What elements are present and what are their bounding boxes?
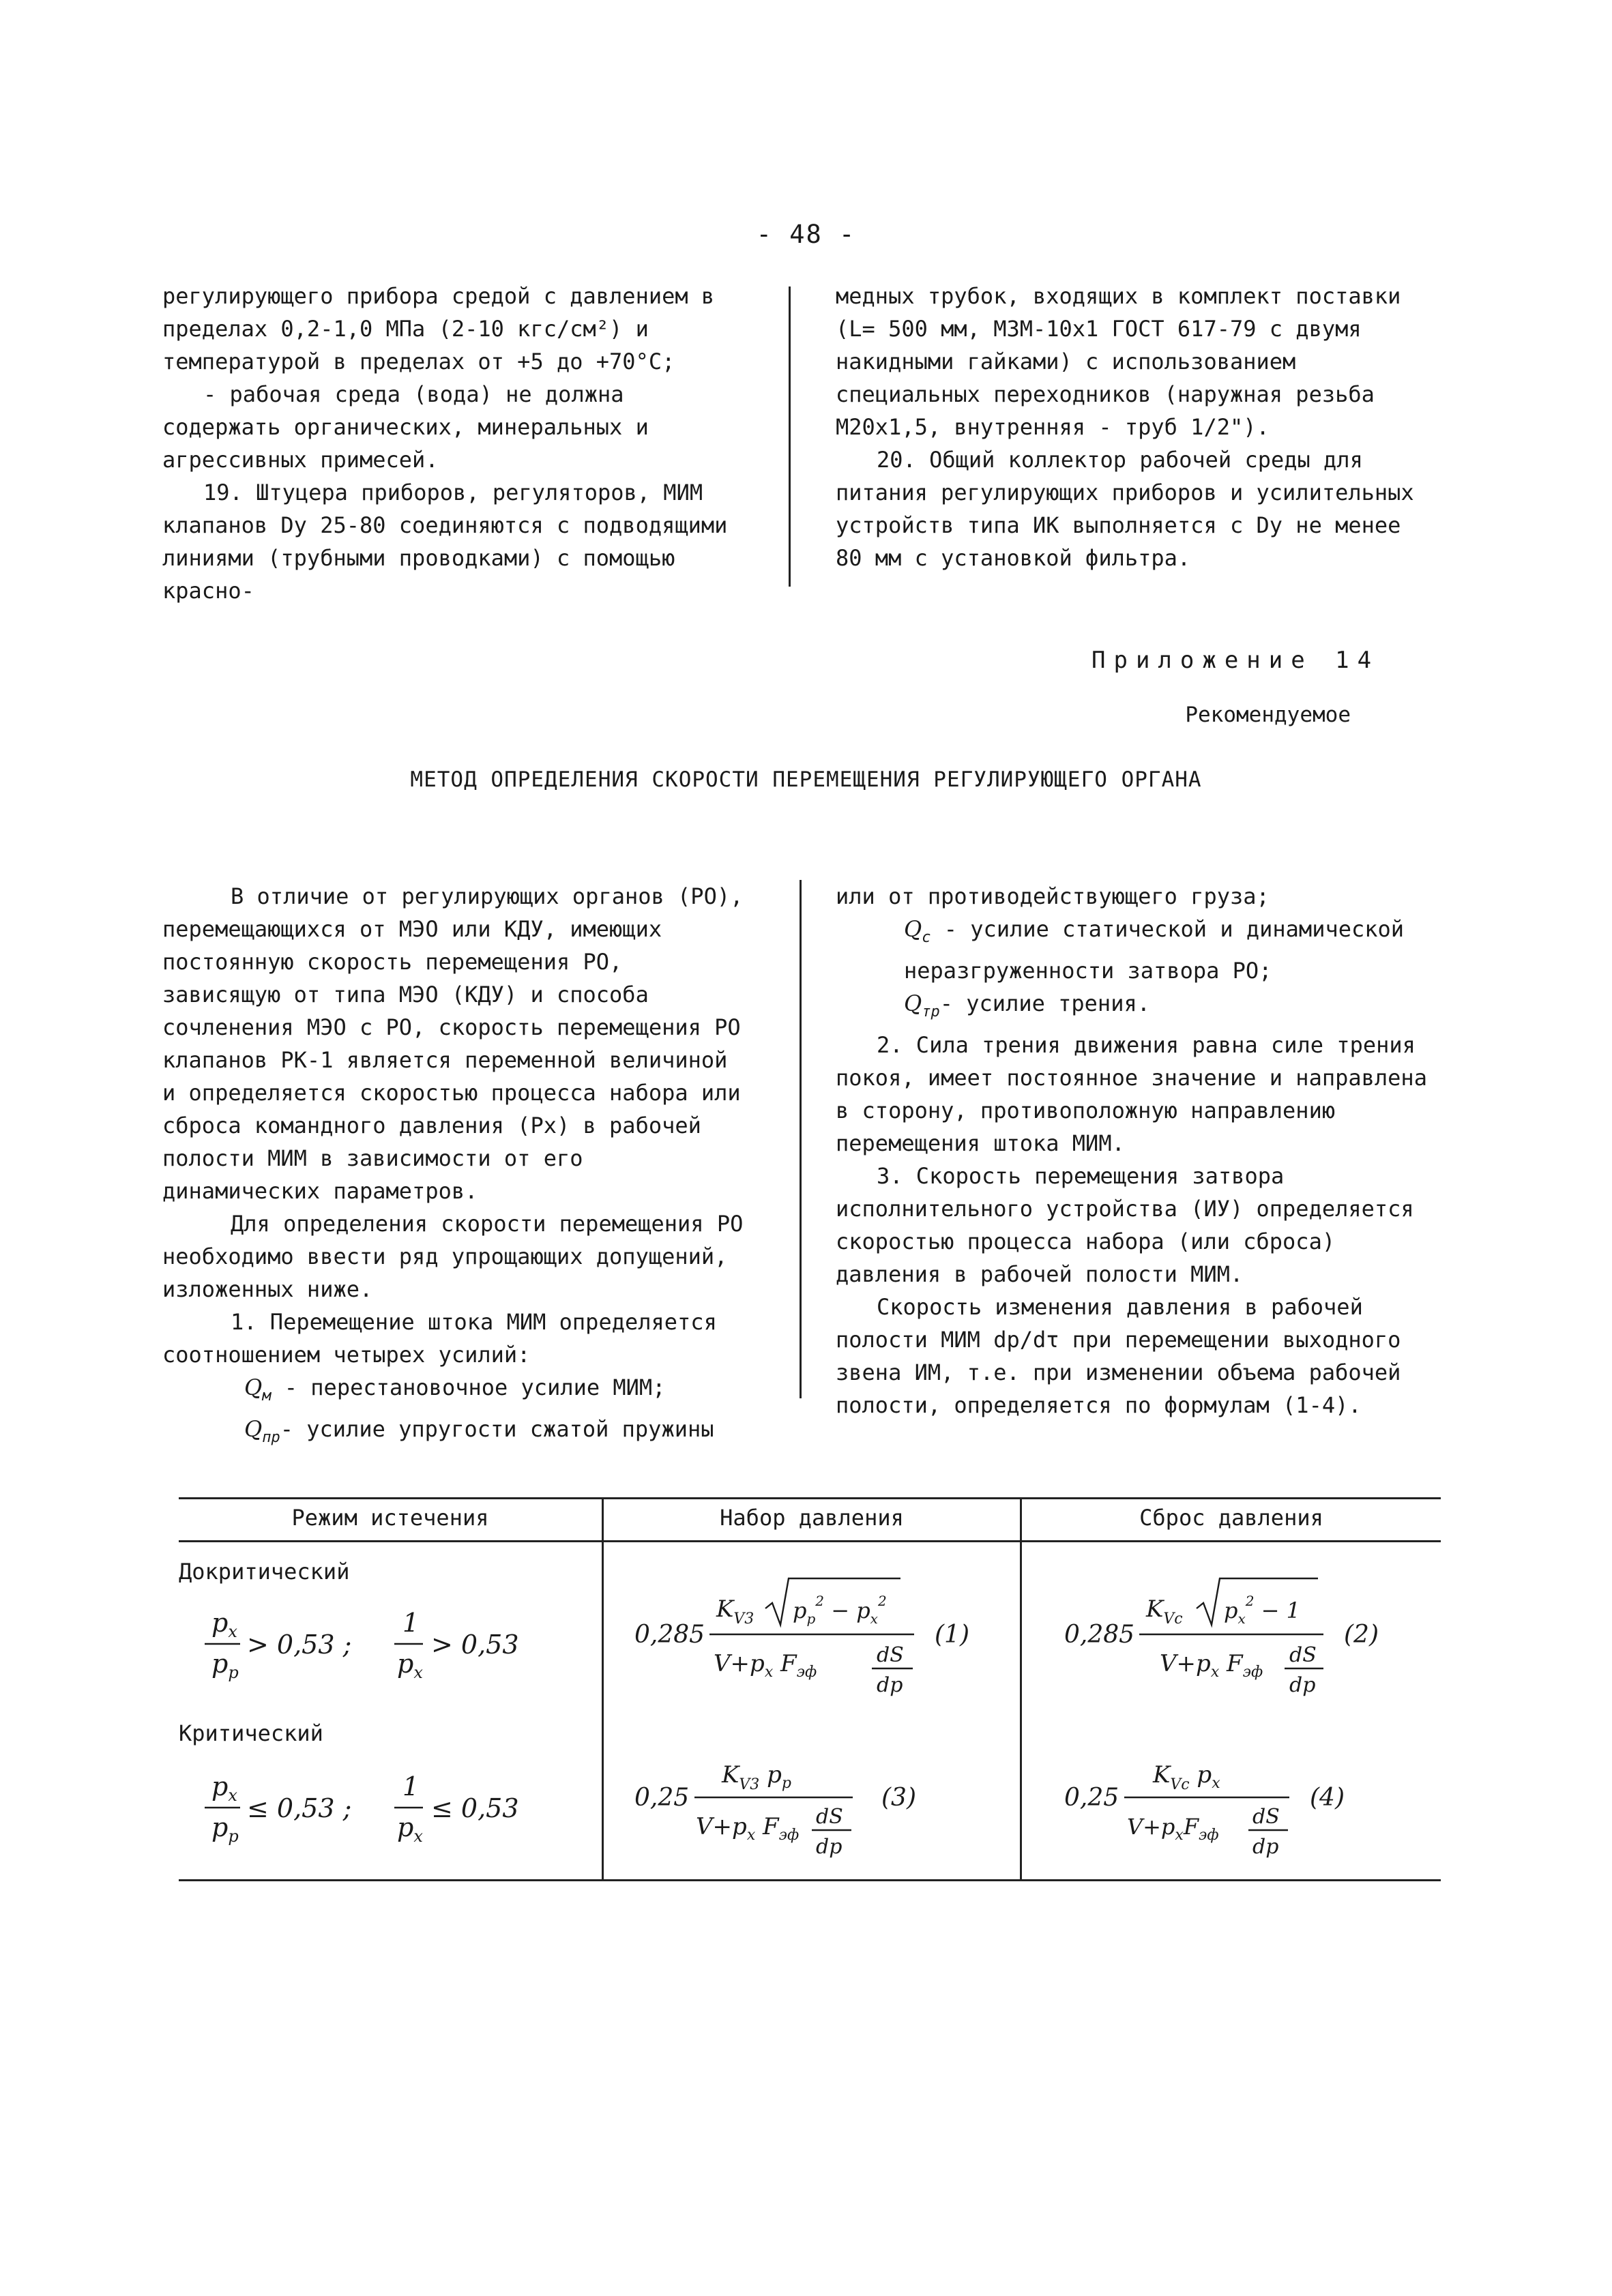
top-left-paragraph-3: 19. Штуцера приборов, регуляторов, МИМ клапанов Dу 25-80 соединяются с подводящими линиями (трубными проводками) с помощью красно- xyxy=(162,480,728,604)
body-right-paragraph-2: 2. Сила трения движения равна силе трения покоя, имеет постоянное значение и направлена в сторону, противоположную направлению перемещения штока МИМ. xyxy=(836,1032,1427,1156)
top-left-paragraph-1: регулирующего прибора средой с давлением в пределах 0,2-1,0 МПа (2-10 кгс/см²) и температурой в пределах от +5 до +70°С; xyxy=(162,283,715,374)
svg-text:≤ 0,53 ;: ≤ 0,53 ; xyxy=(247,1793,352,1823)
body-right-paragraph-0: или от противодействующего груза; xyxy=(836,883,1270,909)
row-label-critical: Критический xyxy=(179,1720,323,1746)
column-divider-body xyxy=(800,880,802,1398)
svg-text:≤ 0,53: ≤ 0,53 xyxy=(431,1793,519,1823)
body-left-paragraph-3: 1. Перемещение штока МИМ определяется соотношением четырех усилий: xyxy=(162,1309,717,1368)
force-qc: $Q_c$ - усилие статической и динамической неразгруженности затвора РО; xyxy=(904,916,1405,984)
top-right-column xyxy=(836,280,1429,574)
svg-text:0,285: 0,285 xyxy=(634,1621,705,1649)
table-divider-1 xyxy=(602,1497,604,1879)
table-bottom-rule xyxy=(179,1879,1441,1881)
svg-text:KVc px: $K_{Vc}$ $p_x$ xyxy=(1153,1761,1220,1793)
svg-text:> 0,53 ;: > 0,53 ; xyxy=(247,1630,352,1660)
svg-text:dp: dp xyxy=(877,1673,903,1697)
svg-text:V+px Fэф: $V+p_x$ $F_{эф}$ xyxy=(714,1650,817,1681)
body-right-paragraph-4: Скорость изменения давления в рабочей полости МИМ dp/dτ при перемещении выходного звена ИМ, т.е. при изменении объема рабочей полости, определяется по формулам (1-4). xyxy=(836,1294,1401,1418)
svg-text:KV3: $K_{V3}$ xyxy=(716,1595,754,1628)
table-divider-2 xyxy=(1020,1497,1022,1879)
svg-text:0,25: 0,25 xyxy=(1064,1784,1119,1812)
force-qpr: $Q_{пр}-$ усилие упругости сжатой пружины xyxy=(244,1416,714,1446)
top-right-paragraph-2: 20. Общий коллектор рабочей среды для питания регулирующих приборов и усилительных устройств типа ИК выполняется с Dу не менее 80 мм с установкой фильтра. xyxy=(836,447,1414,571)
column-divider-top xyxy=(789,286,791,587)
svg-text:(2): (2) xyxy=(1344,1621,1379,1649)
condition-subcritical xyxy=(198,1596,580,1692)
body-left-paragraph-2: Для определения скорости перемещения РО необходимо ввести ряд упрощающих допущений, изложенных ниже. xyxy=(162,1211,744,1302)
svg-text:dS: dS xyxy=(1289,1643,1317,1667)
svg-text:dS: dS xyxy=(877,1643,904,1667)
svg-text:0,25: 0,25 xyxy=(634,1784,690,1812)
table-header-mode: Режим истечения xyxy=(291,1505,489,1531)
condition-critical xyxy=(198,1760,580,1855)
svg-text:> 0,53: > 0,53 xyxy=(431,1630,519,1660)
svg-text:px2 − 1: $p_x^2 - 1$ xyxy=(1224,1593,1301,1627)
top-right-paragraph-1: медных трубок, входящих в комплект поставки (L= 500 мм, МЗМ-10х1 ГОСТ 617-79 с двумя накидными гайками) с использованием специальных переходников (наружная резьба М20х1,5, внутренняя - труб 1/2"). xyxy=(836,283,1401,440)
svg-text:(1): (1) xyxy=(935,1621,969,1649)
svg-text:dS: dS xyxy=(816,1805,843,1829)
svg-text:dp: dp xyxy=(816,1835,842,1859)
top-left-column xyxy=(162,280,749,607)
table-header-rule xyxy=(179,1540,1441,1542)
table-top-rule xyxy=(179,1497,1441,1499)
svg-text:px: $p_x$ xyxy=(397,1812,423,1846)
svg-text:(4): (4) xyxy=(1310,1784,1345,1812)
svg-text:(3): (3) xyxy=(881,1784,916,1812)
table-header-release: Сброс давления xyxy=(1139,1505,1323,1531)
force-qm: $Q_м$ - перестановочное усилие МИМ; xyxy=(244,1374,666,1404)
force-qtr: $Q_{тр}-$ усилие трения. xyxy=(904,990,1150,1020)
svg-text:pp2 − px2: $p_p^2 - p_x^2$ xyxy=(793,1593,887,1627)
svg-text:1: 1 xyxy=(402,1771,420,1801)
svg-text:pp: $p_p$ xyxy=(211,1649,239,1682)
svg-text:KVc: $K_{Vc}$ xyxy=(1146,1595,1183,1628)
svg-text:V+px Fэф: $V+p_x$ $F_{эф}$ xyxy=(1160,1650,1263,1681)
method-title: МЕТОД ОПРЕДЕЛЕНИЯ СКОРОСТИ ПЕРЕМЕЩЕНИЯ РЕГУЛИРУЮЩЕГО ОРГАНА xyxy=(410,767,1202,792)
formula-4 xyxy=(1051,1743,1433,1872)
row-label-subcritical: Докритический xyxy=(179,1559,350,1585)
table-header-set: Набор давления xyxy=(720,1505,904,1531)
svg-text:px: $p_x$ xyxy=(211,1771,237,1805)
svg-text:pp: $p_p$ xyxy=(211,1812,239,1846)
body-left-paragraph-1: В отличие от регулирующих органов (РО), перемещающихся от МЭО или КДУ, имеющих постоянную скорость перемещения РО, зависящую от типа МЭО (КДУ) и способа сочленения МЭО с РО, скорость перемещения РО клапанов РК-1 является переменной величиной и определяется скоростью процесса набора или сброса командного давления (Pх) в рабочей полости МИМ в зависимости от его динамических параметров. xyxy=(162,883,744,1204)
svg-text:1: 1 xyxy=(402,1608,420,1638)
svg-text:0,285: 0,285 xyxy=(1064,1621,1135,1649)
svg-text:px: $p_x$ xyxy=(211,1608,237,1641)
appendix-status: Рекомендуемое xyxy=(1185,703,1351,727)
body-right-paragraph-3: 3. Скорость перемещения затвора исполнительного устройства (ИУ) определяется скоростью процесса набора (или сброса) давления в рабочей полости МИМ. xyxy=(836,1163,1414,1287)
body-left-column xyxy=(162,880,749,1454)
formula-2 xyxy=(1051,1569,1433,1712)
svg-text:dp: dp xyxy=(1289,1673,1316,1697)
svg-text:V+px Fэф: $V+p_x$ $F_{эф}$ xyxy=(696,1813,800,1844)
appendix-label: Приложение 14 xyxy=(1091,647,1380,674)
svg-text:V+pxFэф: $V+p_xF_{эф}$ xyxy=(1127,1814,1219,1844)
svg-text:px: $p_x$ xyxy=(397,1649,423,1682)
top-left-paragraph-2: - рабочая среда (вода) не должна содержать органических, минеральных и агрессивных примесей. xyxy=(162,381,649,473)
svg-text:dp: dp xyxy=(1252,1835,1279,1859)
formula-1 xyxy=(614,1569,1016,1712)
svg-text:dS: dS xyxy=(1252,1805,1280,1829)
svg-text:KV3 pp: $K_{V3}$ $p_p$ xyxy=(722,1761,791,1793)
page-number: - 48 - xyxy=(756,220,856,249)
formula-3 xyxy=(614,1743,1016,1872)
body-right-column xyxy=(836,880,1429,1422)
